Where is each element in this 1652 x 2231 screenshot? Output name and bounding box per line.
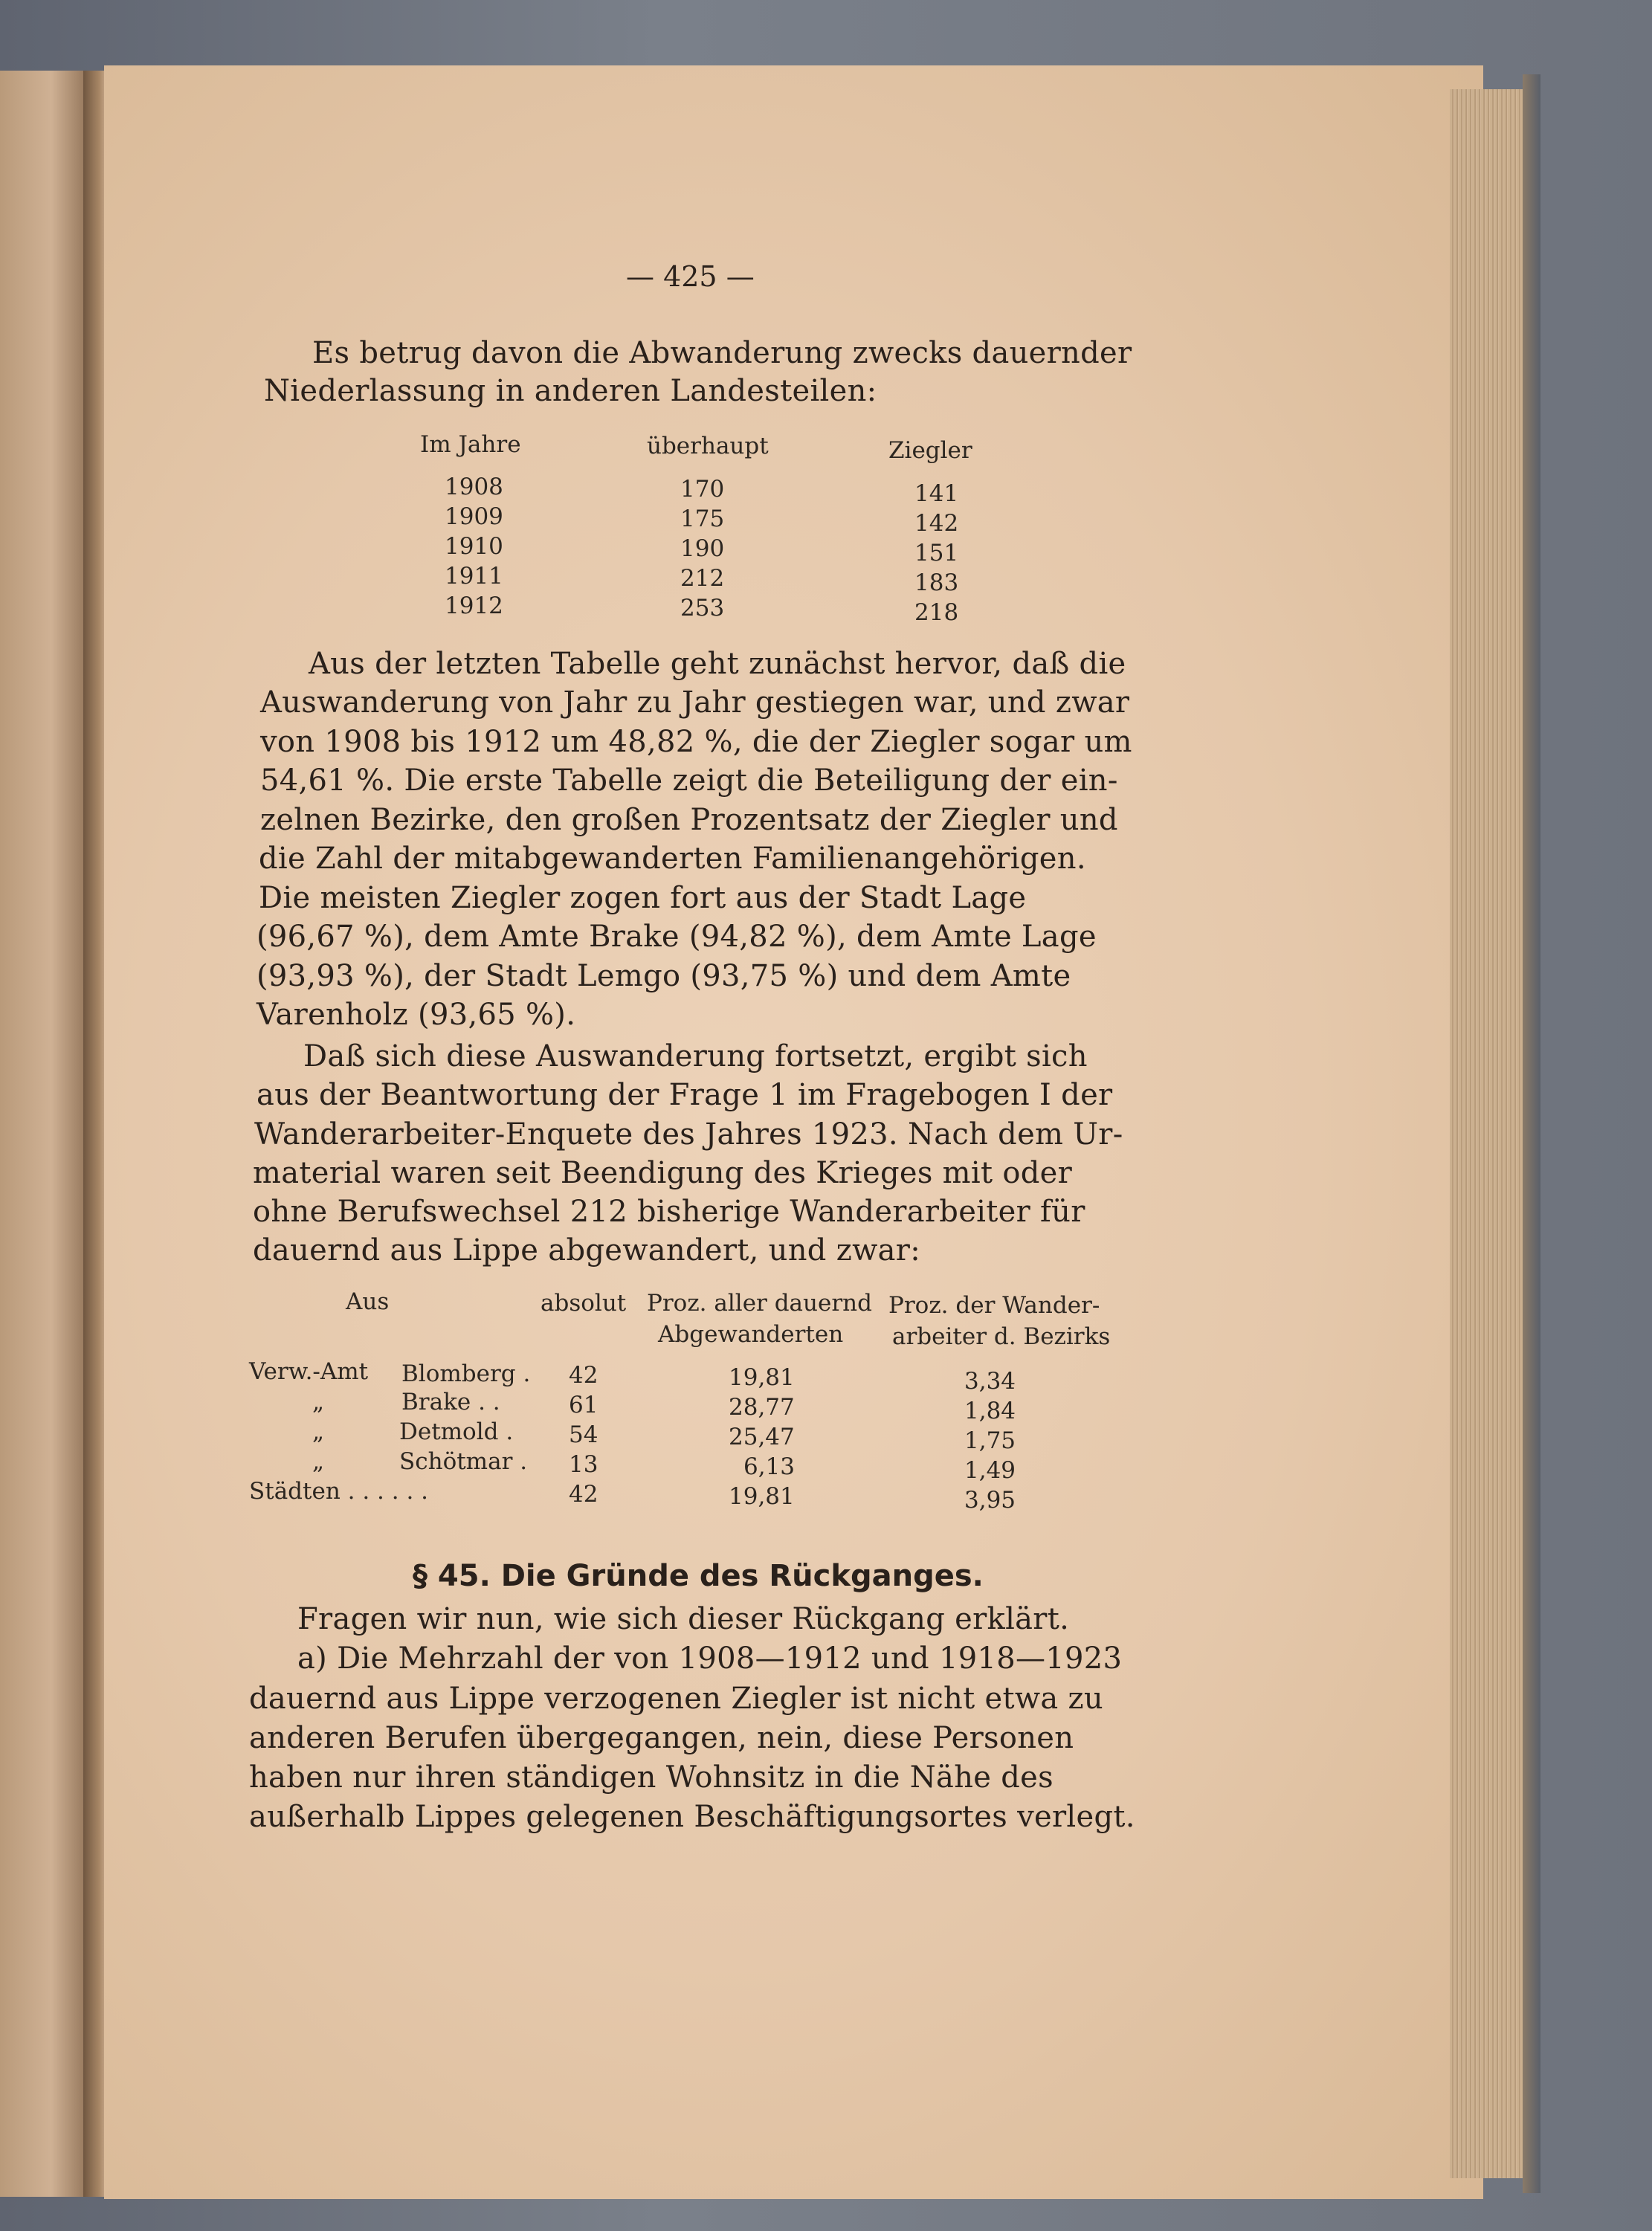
table2-header-proz-wander-sub: arbeiter d. Bezirks — [892, 1323, 1111, 1350]
table-row-proz-wander: 1,84 — [964, 1398, 1016, 1424]
table-row-proz-aller: 25,47 — [729, 1424, 795, 1450]
table-row-proz-wander: 1,75 — [964, 1427, 1016, 1454]
table-row-total: 190 — [680, 535, 725, 562]
table-row-proz-aller: 28,77 — [729, 1394, 795, 1421]
paragraph-line: Die meisten Ziegler zogen fort aus der Stadt Lage — [259, 881, 1027, 915]
table-row-ziegler: 142 — [914, 510, 959, 537]
table2-header-proz-aller-sub: Abgewanderten — [658, 1321, 844, 1348]
paragraph-line: außerhalb Lippes gelegenen Beschäftigungsortes verlegt. — [249, 1800, 1135, 1834]
paragraph-line: Daß sich diese Auswanderung fortsetzt, ergibt sich — [303, 1039, 1088, 1073]
intro-line: Niederlassung in anderen Landesteilen: — [264, 374, 877, 408]
left-page-edge — [0, 71, 93, 2197]
paragraph-line: haben nur ihren ständigen Wohnsitz in die Nähe des — [249, 1760, 1054, 1795]
table-row-proz-wander: 3,95 — [964, 1487, 1016, 1514]
paragraph-line: Varenholz (93,65 %). — [256, 998, 576, 1032]
table-row-total: 212 — [680, 565, 725, 592]
table-row-total: 253 — [680, 595, 725, 621]
table-row-absolut: 13 — [569, 1451, 598, 1478]
page-stack-edges — [1450, 89, 1524, 2178]
paragraph-line: Auswanderung von Jahr zu Jahr gestiegen war, und zwar — [260, 685, 1130, 720]
table2-header-proz-wander: Proz. der Wander- — [888, 1292, 1100, 1319]
table-row-prefix: „ — [312, 1418, 325, 1445]
paragraph-line: von 1908 bis 1912 um 48,82 %, die der Ziegler sogar um — [260, 725, 1132, 759]
table-row-total: 175 — [680, 506, 725, 532]
table-row-year: 1911 — [445, 563, 503, 590]
table-row-prefix: „ — [312, 1448, 325, 1475]
section-heading: § 45. Die Gründe des Rückganges. — [413, 1559, 984, 1593]
table-row-proz-wander: 3,34 — [964, 1368, 1016, 1395]
table-row-prefix: Verw.-Amt — [249, 1358, 369, 1385]
table-row-proz-wander: 1,49 — [964, 1457, 1016, 1484]
table-row-ziegler: 183 — [914, 569, 959, 596]
table-row-name: Blomberg . — [401, 1360, 531, 1387]
table1-header-ziegler: Ziegler — [888, 437, 972, 464]
paragraph-line: 54,61 %. Die erste Tabelle zeigt die Beteiligung der ein- — [260, 763, 1118, 798]
table-row-total: 170 — [680, 476, 725, 503]
table1-header-year: Im Jahre — [420, 431, 521, 458]
table-row-prefix: „ — [312, 1389, 325, 1415]
table-row-name: Brake . . — [401, 1389, 500, 1415]
table-row-proz-aller: 19,81 — [729, 1483, 795, 1510]
paragraph-line: ohne Berufswechsel 212 bisherige Wanderarbeiter für — [253, 1195, 1085, 1229]
table-row-absolut: 61 — [569, 1392, 598, 1418]
paragraph-line: dauernd aus Lippe abgewandert, und zwar: — [253, 1233, 920, 1268]
table-row-ziegler: 218 — [914, 599, 959, 626]
table2-header-absolut: absolut — [541, 1290, 627, 1317]
paragraph-line: zelnen Bezirke, den großen Prozentsatz der Ziegler und — [260, 803, 1118, 837]
paragraph-line: Fragen wir nun, wie sich dieser Rückgang erklärt. — [297, 1602, 1070, 1636]
table-row-name: Schötmar . — [399, 1448, 528, 1475]
table-row-year: 1909 — [445, 503, 503, 530]
table-row-prefix: Städten . . . . . . — [249, 1478, 429, 1505]
table-row-year: 1910 — [445, 533, 503, 560]
paragraph-line: a) Die Mehrzahl der von 1908—1912 und 1918—1923 — [297, 1641, 1123, 1676]
paragraph-line: (93,93 %), der Stadt Lemgo (93,75 %) und dem Amte — [256, 959, 1071, 993]
table-row-absolut: 42 — [569, 1481, 598, 1508]
intro-line: Es betrug davon die Abwanderung zwecks dauernder — [312, 336, 1132, 370]
paragraph-line: (96,67 %), dem Amte Brake (94,82 %), dem Amte Lage — [256, 920, 1097, 954]
table-row-name: Detmold . — [399, 1418, 514, 1445]
table-row-proz-aller: 19,81 — [729, 1364, 795, 1391]
table-row-ziegler: 141 — [914, 480, 959, 507]
paragraph-line: Wanderarbeiter-Enquete des Jahres 1923. Nach dem Ur- — [254, 1117, 1123, 1152]
page-number: — 425 — — [626, 260, 755, 293]
table-row-proz-aller: 6,13 — [743, 1453, 796, 1480]
table1-header-total: überhaupt — [647, 433, 769, 459]
table-row-absolut: 42 — [569, 1362, 598, 1389]
table-row-absolut: 54 — [569, 1421, 598, 1448]
page-edge-shadow — [1523, 74, 1540, 2193]
paragraph-line: anderen Berufen übergegangen, nein, diese Personen — [249, 1721, 1074, 1755]
paragraph-line: material waren seit Beendigung des Krieges mit oder — [253, 1156, 1073, 1190]
paragraph-line: Aus der letzten Tabelle geht zunächst hervor, daß die — [309, 647, 1126, 681]
paragraph-line: die Zahl der mitabgewanderten Familienangehörigen. — [259, 842, 1086, 876]
table-row-year: 1908 — [445, 474, 503, 500]
paragraph-line: aus der Beantwortung der Frage 1 im Fragebogen I der — [256, 1078, 1113, 1112]
table2-header-aus: Aus — [346, 1288, 390, 1315]
table-row-ziegler: 151 — [914, 540, 959, 566]
table2-header-proz-aller: Proz. aller dauernd — [647, 1290, 872, 1317]
paragraph-line: dauernd aus Lippe verzogenen Ziegler ist nicht etwa zu — [249, 1682, 1103, 1716]
table-row-year: 1912 — [445, 593, 503, 619]
